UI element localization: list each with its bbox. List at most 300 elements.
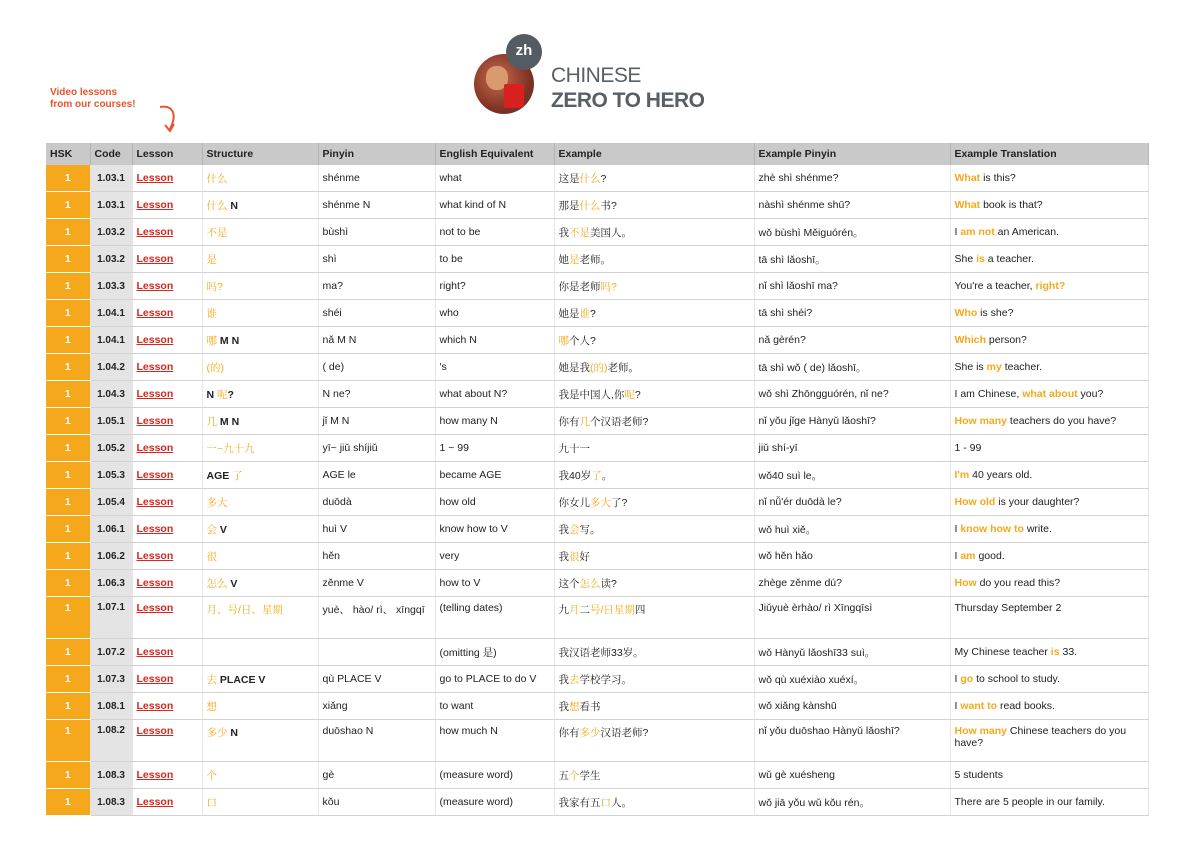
example-segment: 这是: [558, 172, 580, 185]
translation-segment: is she?: [977, 307, 1014, 319]
example-segment: 不是: [569, 226, 590, 239]
example-translation-cell: [950, 543, 1148, 570]
example-translation-cell: [950, 789, 1148, 816]
example-translation-cell: [950, 693, 1148, 720]
example-translation-cell: [950, 489, 1148, 516]
example-cell: [554, 327, 754, 354]
hsk-level-cell: 1: [46, 219, 90, 246]
lesson-link[interactable]: Lesson: [136, 602, 174, 614]
code-cell: 1.08.1: [90, 693, 132, 720]
pinyin-cell: ma?: [318, 273, 435, 300]
example-translation-cell: [950, 666, 1148, 693]
code-cell: 1.06.1: [90, 516, 132, 543]
example-segment: 我: [558, 550, 569, 563]
lesson-link[interactable]: Lesson: [136, 253, 174, 265]
structure-segment: 谁: [206, 307, 217, 320]
example-segment: 吗?: [600, 280, 617, 293]
english-equivalent-cell: what: [435, 165, 554, 192]
example-pinyin-cell: wǒ Hànyǔ lǎoshī33 suì。: [754, 639, 950, 666]
translation-segment: teacher.: [1001, 361, 1043, 373]
example-segment: ?: [634, 388, 641, 401]
translation-segment: want to: [960, 700, 998, 712]
english-equivalent-cell: how to V: [435, 570, 554, 597]
example-segment: 哪: [558, 334, 569, 347]
example-segment: 号/日星期: [590, 604, 635, 616]
example-segment: 我: [558, 226, 569, 239]
example-pinyin-cell: wǒ xiǎng kànshū: [754, 693, 950, 720]
translation-segment: 33.: [1059, 646, 1078, 658]
table-row: [46, 327, 1148, 354]
hsk-level-cell: 1: [46, 408, 90, 435]
example-segment: 呢: [624, 388, 635, 401]
structure-cell: [202, 489, 318, 516]
example-cell: [554, 300, 754, 327]
translation-segment: read books.: [997, 700, 1055, 712]
column-header: Example Translation: [950, 143, 1148, 165]
lesson-cell: [132, 165, 202, 192]
example-segment: 是: [569, 253, 580, 266]
structure-segment: 不是: [206, 226, 228, 239]
structure-segment: 一~九十九: [206, 442, 255, 455]
column-header: HSK: [46, 143, 90, 165]
lesson-link[interactable]: Lesson: [136, 700, 174, 712]
example-cell: [554, 219, 754, 246]
lesson-link[interactable]: Lesson: [136, 523, 174, 535]
translation-segment: Who: [954, 307, 978, 319]
english-equivalent-cell: which N: [435, 327, 554, 354]
pinyin-cell: xiǎng: [318, 693, 435, 720]
lesson-link[interactable]: Lesson: [136, 280, 174, 292]
hsk-level-cell: 1: [46, 165, 90, 192]
structure-segment: 去: [206, 673, 217, 686]
structure-segment: 几: [206, 415, 217, 428]
example-pinyin-cell: wǒ bùshì Měiguórén。: [754, 219, 950, 246]
video-lessons-callout: [50, 87, 136, 111]
table-row: [46, 354, 1148, 381]
pinyin-cell: kǒu: [318, 789, 435, 816]
lesson-cell: [132, 489, 202, 516]
page-header: [0, 0, 1200, 140]
example-segment: 好: [579, 550, 590, 563]
hsk-level-cell: 1: [46, 192, 90, 219]
translation-segment: what about: [1022, 388, 1078, 400]
example-pinyin-cell: tā shì wǒ ( de) lǎoshī。: [754, 354, 950, 381]
example-translation-cell: [950, 165, 1148, 192]
example-pinyin-cell: nǐ nǚ'ér duōdà le?: [754, 489, 950, 516]
callout-line-2: from our courses!: [50, 99, 136, 110]
translation-segment: is: [976, 253, 985, 265]
lesson-cell: [132, 381, 202, 408]
example-segment: 老师。: [607, 361, 639, 374]
lesson-link[interactable]: Lesson: [136, 442, 174, 454]
translation-segment: How many: [954, 415, 1008, 427]
lesson-cell: [132, 597, 202, 639]
example-segment: 你有: [558, 415, 580, 428]
example-translation-cell: [950, 570, 1148, 597]
hsk-level-cell: 1: [46, 354, 90, 381]
english-equivalent-cell: very: [435, 543, 554, 570]
structure-cell: [202, 543, 318, 570]
example-pinyin-cell: zhège zěnme dú?: [754, 570, 950, 597]
example-translation-cell: [950, 516, 1148, 543]
lesson-link[interactable]: Lesson: [136, 172, 174, 184]
translation-segment: book is that?: [980, 199, 1043, 211]
example-segment: 我汉语老师33岁。: [558, 646, 644, 659]
example-cell: [554, 762, 754, 789]
example-segment: 多大: [590, 496, 611, 509]
structure-segment: V: [217, 523, 227, 536]
example-segment: 我是中国人,你: [558, 388, 625, 401]
translation-segment: I: [954, 226, 961, 238]
structure-segment: AGE: [206, 469, 233, 482]
table-row: [46, 300, 1148, 327]
logo-title-line-2: ZERO TO HERO: [551, 89, 705, 112]
translation-segment: I: [954, 550, 961, 562]
pinyin-cell: nǎ M N: [318, 327, 435, 354]
translation-segment: am: [960, 550, 976, 562]
lesson-cell: [132, 516, 202, 543]
lesson-link[interactable]: Lesson: [136, 334, 174, 346]
translation-segment: You're a teacher,: [954, 280, 1036, 292]
lesson-link[interactable]: Lesson: [136, 646, 174, 658]
example-translation-cell: [950, 408, 1148, 435]
example-pinyin-cell: tā shì lǎoshī。: [754, 246, 950, 273]
example-segment: 你是老师: [558, 280, 601, 293]
example-translation-cell: [950, 720, 1148, 762]
example-cell: [554, 789, 754, 816]
example-segment: ?: [590, 307, 596, 320]
example-pinyin-cell: jiǔ shí-yī: [754, 435, 950, 462]
translation-segment: What: [954, 172, 981, 184]
code-cell: 1.04.2: [90, 354, 132, 381]
example-cell: [554, 489, 754, 516]
lesson-link[interactable]: Lesson: [136, 725, 174, 737]
structure-cell: [202, 381, 318, 408]
hsk-level-cell: 1: [46, 693, 90, 720]
example-segment: 看书: [579, 700, 601, 713]
structure-segment: 月、号/日、星期: [206, 604, 283, 616]
example-cell: [554, 720, 754, 762]
lesson-link[interactable]: Lesson: [136, 415, 174, 427]
example-segment: 美国人。: [590, 226, 632, 239]
example-cell: [554, 597, 754, 639]
lesson-link[interactable]: Lesson: [136, 307, 174, 319]
pinyin-cell: N ne?: [318, 381, 435, 408]
pinyin-cell: shì: [318, 246, 435, 273]
english-equivalent-cell: how many N: [435, 408, 554, 435]
structure-segment: (的): [206, 361, 224, 374]
lesson-link[interactable]: Lesson: [136, 577, 174, 589]
example-pinyin-cell: zhè shì shénme?: [754, 165, 950, 192]
example-segment: 我40岁: [558, 469, 592, 482]
hsk-level-cell: 1: [46, 300, 90, 327]
example-pinyin-cell: wǒ40 suì le。: [754, 462, 950, 489]
english-equivalent-cell: 's: [435, 354, 554, 381]
example-pinyin-cell: wǒ shì Zhōngguórén, nǐ ne?: [754, 381, 950, 408]
lesson-link[interactable]: Lesson: [136, 388, 174, 400]
example-segment: 学校学习。: [579, 673, 632, 686]
structure-cell: [202, 462, 318, 489]
pinyin-cell: jǐ M N: [318, 408, 435, 435]
english-equivalent-cell: right?: [435, 273, 554, 300]
example-pinyin-cell: wǒ qù xuéxiào xuéxí。: [754, 666, 950, 693]
translation-segment: 1 - 99: [954, 442, 982, 454]
column-header: Example: [554, 143, 754, 165]
hsk-level-cell: 1: [46, 789, 90, 816]
example-segment: 她是: [558, 307, 580, 320]
structure-segment: 想: [206, 700, 217, 713]
table-row: [46, 543, 1148, 570]
column-header: Pinyin: [318, 143, 435, 165]
lesson-cell: [132, 435, 202, 462]
lesson-link[interactable]: Lesson: [136, 469, 174, 481]
column-header: Structure: [202, 143, 318, 165]
translation-segment: 40 years old.: [969, 469, 1033, 481]
example-pinyin-cell: nǐ yǒu jǐge Hànyǔ lǎoshī?: [754, 408, 950, 435]
example-pinyin-cell: wǒ jiā yǒu wǔ kǒu rén。: [754, 789, 950, 816]
example-cell: [554, 273, 754, 300]
example-segment: 二: [579, 604, 590, 616]
translation-segment: do you read this?: [976, 577, 1061, 589]
column-header: Lesson: [132, 143, 202, 165]
example-segment: 谁: [579, 307, 590, 320]
example-segment: 学生: [579, 769, 601, 782]
structure-cell: [202, 273, 318, 300]
example-segment: 五: [558, 769, 569, 782]
pinyin-cell: gè: [318, 762, 435, 789]
example-segment: ?: [600, 172, 607, 185]
example-segment: 那是: [558, 199, 580, 212]
english-equivalent-cell: (omitting 是): [435, 639, 554, 666]
hsk-level-cell: 1: [46, 543, 90, 570]
table-row: [46, 597, 1148, 639]
translation-segment: write.: [1023, 523, 1052, 535]
table-row: [46, 246, 1148, 273]
hsk-level-cell: 1: [46, 273, 90, 300]
translation-segment: go: [960, 673, 974, 685]
lesson-link[interactable]: Lesson: [136, 199, 174, 211]
english-equivalent-cell: what kind of N: [435, 192, 554, 219]
grammar-table: [46, 143, 1149, 816]
example-segment: 人。: [611, 796, 632, 809]
example-segment: 了: [591, 469, 602, 482]
code-cell: 1.04.1: [90, 327, 132, 354]
code-cell: 1.05.1: [90, 408, 132, 435]
lesson-cell: [132, 246, 202, 273]
code-cell: 1.03.1: [90, 165, 132, 192]
translation-segment: right?: [1035, 280, 1066, 292]
lesson-cell: [132, 762, 202, 789]
translation-segment: She is: [954, 361, 987, 373]
structure-segment: M N: [217, 334, 240, 347]
example-cell: [554, 570, 754, 597]
logo-title-line-1: CHINESE: [551, 64, 641, 87]
structure-cell: [202, 435, 318, 462]
lesson-cell: [132, 693, 202, 720]
example-segment: 九十一: [558, 442, 590, 455]
example-segment: 。: [601, 469, 613, 482]
example-segment: 什么: [579, 199, 601, 212]
structure-cell: [202, 693, 318, 720]
table-row: [46, 165, 1148, 192]
structure-segment: ?: [227, 388, 234, 401]
code-cell: 1.08.2: [90, 720, 132, 762]
example-pinyin-cell: nàshì shénme shū?: [754, 192, 950, 219]
structure-segment: 了: [232, 469, 243, 482]
example-segment: 什么: [579, 172, 601, 185]
example-segment: (的): [590, 361, 608, 374]
structure-segment: 会: [206, 523, 217, 536]
table-row: [46, 219, 1148, 246]
english-equivalent-cell: what about N?: [435, 381, 554, 408]
english-equivalent-cell: (measure word): [435, 789, 554, 816]
example-translation-cell: [950, 300, 1148, 327]
code-cell: 1.07.3: [90, 666, 132, 693]
code-cell: 1.03.3: [90, 273, 132, 300]
lesson-link[interactable]: Lesson: [136, 673, 174, 685]
structure-cell: [202, 597, 318, 639]
example-segment: 四: [634, 604, 646, 616]
structure-segment: M N: [217, 415, 240, 428]
lesson-cell: [132, 408, 202, 435]
english-equivalent-cell: go to PLACE to do V: [435, 666, 554, 693]
lesson-cell: [132, 462, 202, 489]
lesson-cell: [132, 666, 202, 693]
table-row: [46, 762, 1148, 789]
example-cell: [554, 165, 754, 192]
pinyin-cell: [318, 639, 435, 666]
lesson-link[interactable]: Lesson: [136, 550, 174, 562]
translation-segment: is your daughter?: [995, 496, 1080, 508]
example-cell: [554, 543, 754, 570]
hsk-level-cell: 1: [46, 516, 90, 543]
lesson-cell: [132, 300, 202, 327]
translation-segment: teachers do you have?: [1007, 415, 1117, 427]
structure-segment: 吗?: [206, 280, 223, 293]
lesson-link[interactable]: Lesson: [136, 796, 174, 808]
example-pinyin-cell: nǐ shì lǎoshī ma?: [754, 273, 950, 300]
structure-cell: [202, 219, 318, 246]
example-segment: 你有: [558, 727, 580, 739]
english-equivalent-cell: to be: [435, 246, 554, 273]
example-translation-cell: [950, 597, 1148, 639]
lesson-cell: [132, 219, 202, 246]
code-cell: 1.06.3: [90, 570, 132, 597]
hsk-level-cell: 1: [46, 327, 90, 354]
example-pinyin-cell: wǒ huì xiě。: [754, 516, 950, 543]
lesson-cell: [132, 789, 202, 816]
hsk-level-cell: 1: [46, 639, 90, 666]
lesson-link[interactable]: Lesson: [136, 769, 174, 781]
example-cell: [554, 666, 754, 693]
translation-segment: She: [954, 253, 977, 265]
translation-segment: How old: [954, 496, 996, 508]
pinyin-cell: bùshì: [318, 219, 435, 246]
table-row: [46, 192, 1148, 219]
code-cell: 1.04.3: [90, 381, 132, 408]
english-equivalent-cell: how much N: [435, 720, 554, 762]
example-pinyin-cell: nǎ gèrén?: [754, 327, 950, 354]
translation-segment: know how to: [960, 523, 1024, 535]
column-header: Example Pinyin: [754, 143, 950, 165]
table-row: [46, 489, 1148, 516]
pinyin-cell: yī~ jiǔ shíjiǔ: [318, 435, 435, 462]
translation-segment: Thursday September 2: [954, 602, 1062, 614]
example-translation-cell: [950, 435, 1148, 462]
structure-segment: 多大: [206, 496, 228, 509]
example-segment: 了?: [611, 496, 628, 509]
example-segment: 她: [558, 253, 569, 266]
pinyin-cell: qù PLACE V: [318, 666, 435, 693]
table-row: [46, 435, 1148, 462]
example-translation-cell: [950, 381, 1148, 408]
lesson-cell: [132, 639, 202, 666]
translation-segment: 5 students: [954, 769, 1003, 781]
code-cell: 1.05.3: [90, 462, 132, 489]
hsk-level-cell: 1: [46, 720, 90, 762]
example-cell: [554, 246, 754, 273]
table-header-row: [46, 143, 1148, 165]
structure-segment: N: [227, 199, 238, 212]
lesson-link[interactable]: Lesson: [136, 226, 174, 238]
structure-cell: [202, 789, 318, 816]
example-translation-cell: [950, 219, 1148, 246]
lesson-cell: [132, 720, 202, 762]
hsk-level-cell: 1: [46, 489, 90, 516]
hsk-level-cell: 1: [46, 381, 90, 408]
example-segment: 很: [569, 550, 580, 563]
callout-line-1: Video lessons: [50, 87, 118, 98]
pinyin-cell: yuè、 hào/ rì、 xīngqī: [318, 597, 435, 639]
hsk-level-cell: 1: [46, 570, 90, 597]
logo-bubble: zh: [506, 34, 542, 70]
example-segment: 她是我: [558, 361, 590, 374]
example-segment: 我家有五: [558, 796, 601, 809]
table-row: [46, 273, 1148, 300]
lesson-cell: [132, 192, 202, 219]
example-segment: 几: [579, 415, 590, 428]
structure-cell: [202, 570, 318, 597]
structure-cell: [202, 720, 318, 762]
code-cell: 1.08.3: [90, 789, 132, 816]
example-segment: 怎么: [579, 577, 601, 590]
translation-segment: How many: [954, 725, 1008, 737]
example-translation-cell: [950, 246, 1148, 273]
lesson-link[interactable]: Lesson: [136, 496, 174, 508]
lesson-link[interactable]: Lesson: [136, 361, 174, 373]
column-header: Code: [90, 143, 132, 165]
english-equivalent-cell: 1 ~ 99: [435, 435, 554, 462]
example-segment: 读?: [600, 577, 617, 590]
example-segment: 月: [569, 604, 580, 616]
pinyin-cell: hěn: [318, 543, 435, 570]
example-segment: 这个: [558, 577, 580, 590]
example-translation-cell: [950, 762, 1148, 789]
example-pinyin-cell: wǔ gè xuésheng: [754, 762, 950, 789]
example-segment: 想: [569, 700, 580, 713]
lesson-cell: [132, 327, 202, 354]
structure-cell: [202, 666, 318, 693]
structure-cell: [202, 192, 318, 219]
code-cell: 1.03.2: [90, 219, 132, 246]
pinyin-cell: shénme N: [318, 192, 435, 219]
example-segment: 你女儿: [558, 496, 590, 509]
example-segment: 会: [569, 523, 580, 536]
translation-segment: is this?: [980, 172, 1016, 184]
example-segment: 我: [558, 700, 569, 713]
example-segment: 个人?: [569, 334, 596, 347]
example-cell: [554, 408, 754, 435]
